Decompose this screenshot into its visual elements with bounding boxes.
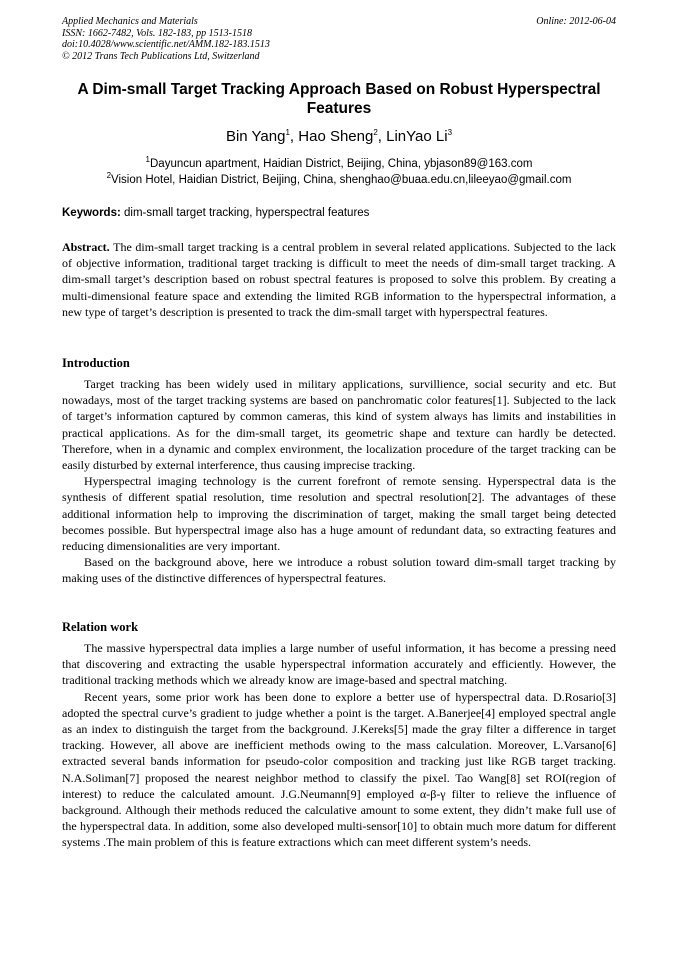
author-name: Bin Yang xyxy=(225,128,286,145)
online-date: Online: 2012-06-04 xyxy=(536,16,616,27)
journal-name: Applied Mechanics and Materials xyxy=(62,16,198,27)
author-separator: , xyxy=(289,128,299,145)
copyright-line: © 2012 Trans Tech Publications Ltd, Switzerland xyxy=(62,50,260,62)
affiliation-text: Vision Hotel, Haidian District, Beijing, China, shenghao@buaa.edu.cn,lileeyao@gmail.com xyxy=(111,174,572,186)
publication-header xyxy=(62,16,616,62)
affiliation-mark: 1 xyxy=(145,155,150,165)
introduction-body xyxy=(62,376,616,587)
author-name: Hao Sheng xyxy=(298,128,374,145)
issn-line: ISSN: 1662-7482, Vols. 182-183, pp 1513-1518 xyxy=(62,27,252,39)
author-affiliation-mark: 3 xyxy=(447,128,453,137)
author-affiliation-mark: 1 xyxy=(285,128,290,137)
keywords-label: Keywords: xyxy=(62,207,121,219)
paragraph: The massive hyperspectral data implies a large number of useful information, it has become a pressing need that discovering and extracting the usable hyperspectral information accurately and efficiently. However, the traditional tracking methods which we already know are image-based and spectral matching. xyxy=(62,641,616,688)
abstract-label: Abstract. xyxy=(62,240,110,254)
keywords-text: dim-small target tracking, hyperspectral features xyxy=(124,207,370,219)
author-name: LinYao Li xyxy=(386,128,448,145)
paragraph: Recent years, some prior work has been done to explore a better use of hyperspectral data. D.Rosario[3] adopted the spectral curve’s gradient to judge whether a point is the target. A.Banerjee[4] employed spectral angle as an index to distinguish the target from the background. J.Kereks[5] made the gray filter a difference in target tracking. However, all above are inefficient methods owing to the mass calculation. Moreover, L.Varsano[6] extracted several bands information for pseudo-color composition and tracking just like RGB target tracking. N.A.Soliman[7] proposed the nearest neighbor method to classify the pixel. Tao Wang[8] set ROI(region of interest) to reduce the calculated amount. J.G.Neumann[9] employed α-β-γ filter to relieve the influence of background. Although their methods reduced the calculative amount to some extent, they didn’t make full use of the hyperspectral data. In addition, some also developed multi-sensor[10] to obtain much more datum for different systems .The main problem of this is feature extractions which can meet different system’s needs. xyxy=(62,689,616,850)
affiliation-list xyxy=(62,156,616,188)
paragraph: Target tracking has been widely used in military applications, survillience, social security and etc. But nowadays, most of the target tracking systems are based on panchromatic color features[1]. Subjected to the lack of target’s information captured by common cameras, this kind of system always has limits and instabilities in practical applications. As for the dim-small target, its geometric shape and texture can hardly be detected. Therefore, when in a dynamic and complex environment, the localization procedure of the target tracking can be easily disturbed by external interference, thus causing imprecise tracking. xyxy=(62,377,616,473)
affiliation-mark: 2 xyxy=(106,171,112,181)
author-affiliation-mark: 2 xyxy=(373,128,378,137)
abstract-text: The dim-small target tracking is a central problem in several related applications. Subjected to the lack of objective information, traditional target tracking is difficult to meet the needs of dim-small target tracking. A dim-small target’s description based on robust spectral features is proposed to solve this problem. By creating a multi-dimensional feature space and extending the limited RGB information to the hyperspectral information, a new type of target’s description is presented to track the dim-small target with hyperspectral features. xyxy=(62,240,616,319)
introduction-heading: Introduction xyxy=(62,356,130,370)
author-list xyxy=(62,128,616,146)
paragraph: Based on the background above, here we introduce a robust solution toward dim-small target tracking by making uses of the distinctive differences of hyperspectral features. xyxy=(62,555,616,586)
relation-work-heading: Relation work xyxy=(62,620,139,634)
affiliation-line xyxy=(62,156,616,172)
affiliation-text: Dayuncun apartment, Haidian District, Beijing, China, ybjason89@163.com xyxy=(150,158,533,170)
affiliation-line xyxy=(62,172,616,188)
abstract xyxy=(62,239,616,320)
relation-work-body xyxy=(62,640,616,851)
author-separator: , xyxy=(377,128,387,145)
paper-title: A Dim-small Target Tracking Approach Based on Robust Hyperspectral Features xyxy=(77,81,601,117)
keywords-line xyxy=(62,206,616,220)
doi-line: doi:10.4028/www.scientific.net/AMM.182-183.1513 xyxy=(62,39,270,50)
paragraph: Hyperspectral imaging technology is the current forefront of remote sensing. Hyperspectral data is the synthesis of different spatial resolution, time resolution and spectral resolution[2]. The advantages of these additional information help to improving the discrimination of target, making the small target being detected becomes possible. But hyperspectral image also has a huge amount of redundant data, so extracting features and reducing dimensionalities are very important. xyxy=(62,474,616,554)
